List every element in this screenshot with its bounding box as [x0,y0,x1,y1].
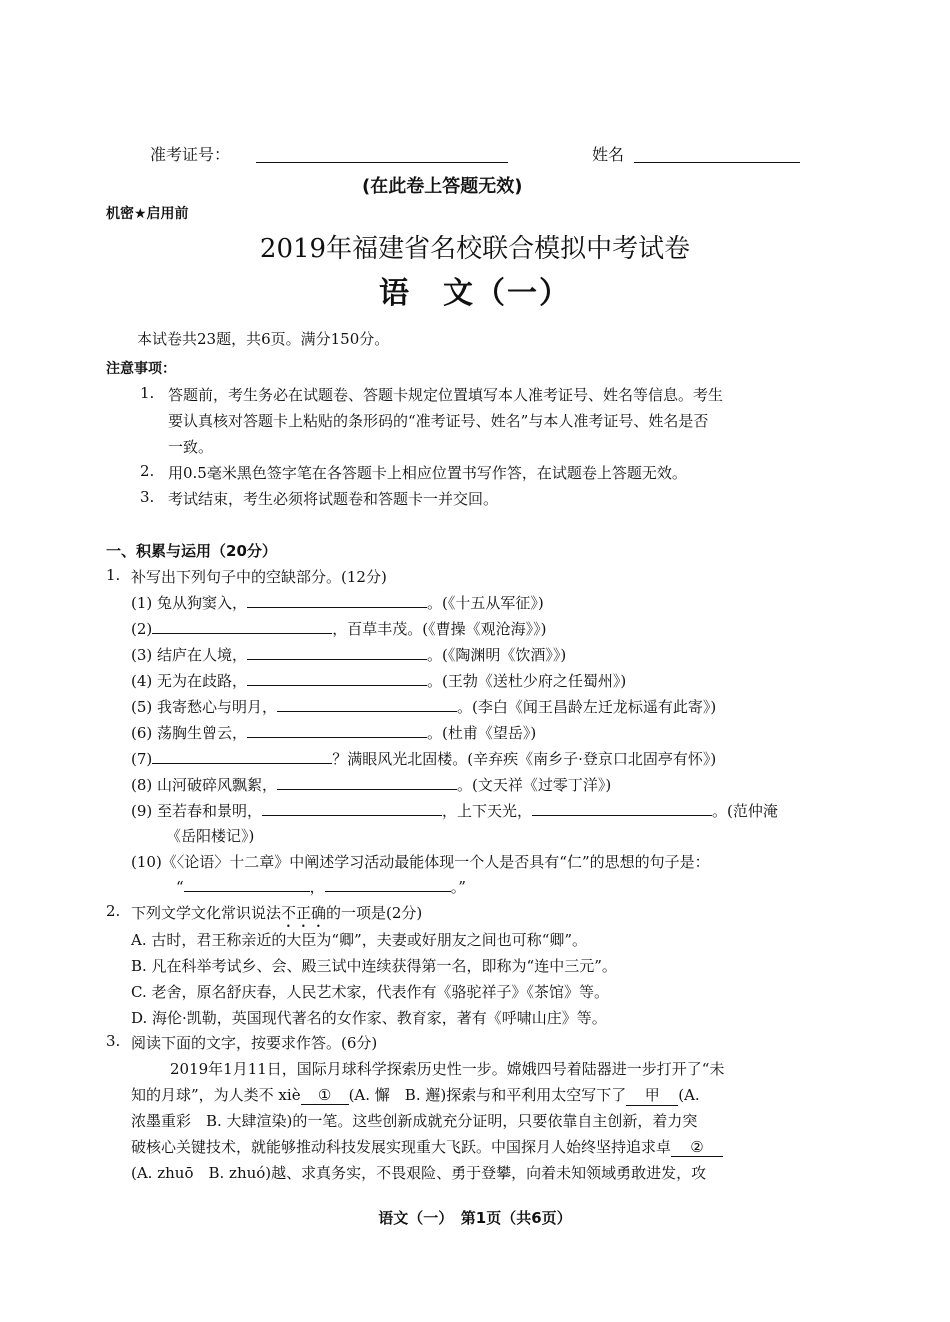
answer-blank[interactable] [247,645,427,660]
passage-line: (A. zhuō B. zhuó)越、求真务实，不畏艰险、勇于登攀，向着未知领域勇敢进发，攻 [131,1164,707,1182]
answer-blank[interactable] [247,723,427,738]
option-b: B. 凡在科举考试乡、会、殿三试中连续获得第一名，即称为“连中三元”。 [131,957,617,975]
note-line: 用0.5毫米黑色签字笔在各答题卡上相应位置书写作答，在试题卷上答题无效。 [168,464,687,482]
note-line: 答题前，考生务必在试题卷、答题卡规定位置填写本人准考证号、姓名等信息。考生 [168,386,724,404]
answer-blank[interactable] [532,801,712,816]
note-line: 考试结束，考生必须将试题卷和答题卡一并交回。 [168,490,499,508]
fill-item: (9) 至若春和景明， ，上下天光， 。(范仲淹 [131,802,778,820]
fill-item: (4) 无为在歧路， 。(王勃《送杜少府之任蜀州》) [131,672,627,690]
emphasis-text: 不正确 [281,904,327,922]
passage-line: 2019年1月11日，国际月球科学探索历史性一步。嫦娥四号着陆器进一步打开了“未 [170,1060,725,1078]
option-a: A. 古时，君王称亲近的大臣为“卿”，夫妻或好朋友之间也可称“卿”。 [131,931,588,949]
note-number: 3. [140,488,155,506]
passage-line: 浓墨重彩 B. 大肆渲染)的一笔。这些创新成就充分证明，只要依靠自主创新，着力突 [131,1112,698,1130]
answer-blank[interactable] [247,671,427,686]
question-stem: 阅读下面的文字，按要求作答。(6分) [131,1034,378,1052]
notes-heading: 注意事项： [106,361,176,377]
passage-line: 知的月球”，为人类不 xiè ① (A. 懈 B. 邂)探索与和平利用太空写下了 甲 (A. [131,1086,700,1104]
answer-blank[interactable] [325,877,451,892]
answer-blank[interactable] [152,749,332,764]
question-number: 2. [106,902,121,920]
intro-text: 本试卷共23题，共6页。满分150分。 [137,330,390,348]
question-number: 3. [106,1032,121,1050]
question-stem: 补写出下列句子中的空缺部分。(12分) [131,568,387,586]
note-number: 2. [140,462,155,480]
note-line: 要认真核对答题卡上粘贴的条形码的“准考证号、姓名”与本人准考证号、姓名是否 [168,412,709,430]
question-stem: 下列文学文化常识说法不正确的一项是(2分) [131,904,423,922]
answer-blank-jia[interactable]: 甲 [626,1084,678,1106]
fill-item-source: 《岳阳楼记》) [166,827,255,845]
section-heading: 一、积累与运用（20分） [106,542,277,560]
note-number: 1. [140,384,155,402]
answer-blank[interactable] [277,697,457,712]
answer-blank[interactable] [247,593,427,608]
subject-title: 语 文（一） [379,276,571,311]
note-line: 一致。 [168,438,214,456]
fill-item: (2) ，百草丰茂。(《曹操《观沧海》》) [131,620,547,638]
secret-label: 机密★启用前 [106,206,189,222]
answer-blank[interactable] [152,619,332,634]
answer-blank-2[interactable]: ② [671,1138,723,1157]
name-label: 姓名 [592,145,625,164]
ticket-number-label: 准考证号： [150,145,231,164]
answer-blank[interactable] [262,801,442,816]
question-number: 1. [106,566,121,584]
page-footer: 语文（一） 第1页（共6页） [378,1209,572,1227]
fill-item: (8) 山河破碎风飘絮， 。(文天祥《过零丁洋》) [131,776,612,794]
answer-blank[interactable] [184,877,310,892]
ticket-number-field[interactable] [256,162,508,163]
passage-line: 破核心关键技术，就能够推动科技发展实现重大飞跃。中国探月人始终坚持追求卓 ② [131,1136,723,1157]
exam-title: 2019年福建省名校联合模拟中考试卷 [259,234,691,264]
fill-item: (1) 兔从狗窦入， 。(《十五从军征》) [131,594,544,612]
answer-blank[interactable] [277,775,457,790]
fill-item: (10)《〈论语〉十二章》中阐述学习活动最能体现一个人是否具有“仁”的思想的句子是： [131,853,710,871]
option-d: D. 海伦·凯勒，英国现代著名的女作家、教育家，著有《呼啸山庄》等。 [131,1009,607,1027]
option-c: C. 老舍，原名舒庆春，人民艺术家，代表作有《骆驼祥子》《茶馆》等。 [131,983,609,1001]
fill-item: (3) 结庐在人境， 。(《陶渊明《饮酒》》) [131,646,567,664]
invalid-notice: (在此卷上答题无效) [362,176,523,197]
answer-blank-1[interactable]: ① [301,1086,349,1105]
fill-item: (5) 我寄愁心与明月， 。(李白《闻王昌龄左迁龙标遥有此寄》) [131,698,717,716]
fill-item: “ ， 。” [176,878,466,896]
fill-item: (6) 荡胸生曾云， 。(杜甫《望岳》) [131,724,537,742]
name-field[interactable] [634,162,800,163]
fill-item: (7) ？满眼风光北固楼。(辛弃疾《南乡子·登京口北固亭有怀》) [131,750,717,768]
